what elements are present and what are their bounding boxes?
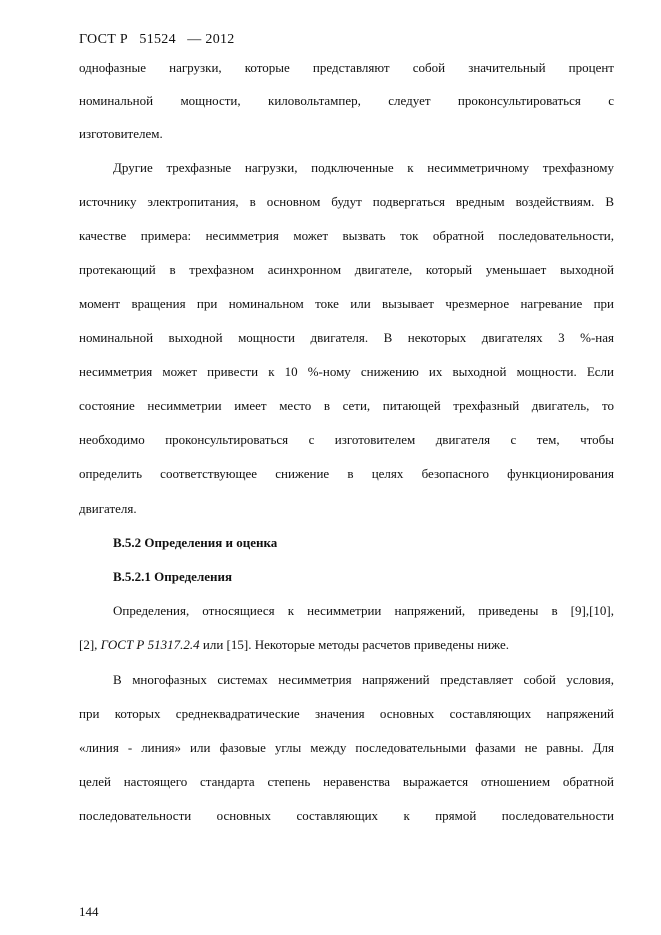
- text-line: Определения, относящиеся к несимметрии напряжений, приведены в [9],[10],: [113, 603, 614, 618]
- citation-text: [2],: [79, 637, 101, 652]
- section-heading: B.5.2 Определения и оценка: [113, 535, 278, 550]
- text-line: несимметрия может привести к 10 %-ному снижению их выходной мощности. Если: [79, 364, 614, 379]
- page-number: 144: [79, 904, 99, 919]
- text-line: при которых среднеквадратические значения основных составляющих напряжений: [79, 706, 614, 721]
- document-header: ГОСТ Р 51524 — 2012: [79, 32, 235, 47]
- text-line: Другие трехфазные нагрузки, подключенные к несимметричному трехфазному: [113, 160, 614, 175]
- text-line: номинальной выходной мощности двигателя. В некоторых двигателях 3 %-ная: [79, 330, 614, 345]
- text-line: номинальной мощности, киловольтампер, следует проконсультироваться с: [79, 93, 614, 108]
- text-line: состояние несимметрии имеет место в сети, питающей трехфазный двигатель, то: [79, 398, 614, 413]
- text-line: последовательности основных составляющих к прямой последовательности: [79, 808, 614, 823]
- text-line: источнику электропитания, в основном будут подвергаться вредным воздействиям. В: [79, 194, 614, 209]
- text-line: двигателя.: [79, 501, 137, 516]
- text-line: качестве примера: несимметрия может вызвать ток обратной последовательности,: [79, 228, 614, 243]
- text-line: протекающий в трехфазном асинхронном двигателе, который уменьшает выходной: [79, 262, 614, 277]
- text-line: «линия - линия» или фазовые углы между последовательными фазами не равны. Для: [79, 740, 614, 755]
- text-line: изготовителем.: [79, 126, 163, 141]
- standard-reference: ГОСТ Р 51317.2.4: [100, 637, 200, 652]
- text-line: момент вращения при номинальном токе или вызывает чрезмерное нагревание при: [79, 296, 614, 311]
- text-line: однофазные нагрузки, которые представляют собой значительный процент: [79, 60, 614, 75]
- text-line: В многофазных системах несимметрия напряжений представляет собой условия,: [113, 672, 614, 687]
- text-line: определить соответствующее снижение в целях безопасного функционирования: [79, 466, 614, 481]
- text-line: необходимо проконсультироваться с изготовителем двигателя с тем, чтобы: [79, 432, 614, 447]
- subsection-heading: B.5.2.1 Определения: [113, 569, 233, 584]
- citation-text: или [15]. Некоторые методы расчетов приведены ниже.: [199, 637, 509, 652]
- text-line: целей настоящего стандарта степень неравенства выражается отношением обратной: [79, 774, 614, 789]
- text-line: [79, 637, 614, 653]
